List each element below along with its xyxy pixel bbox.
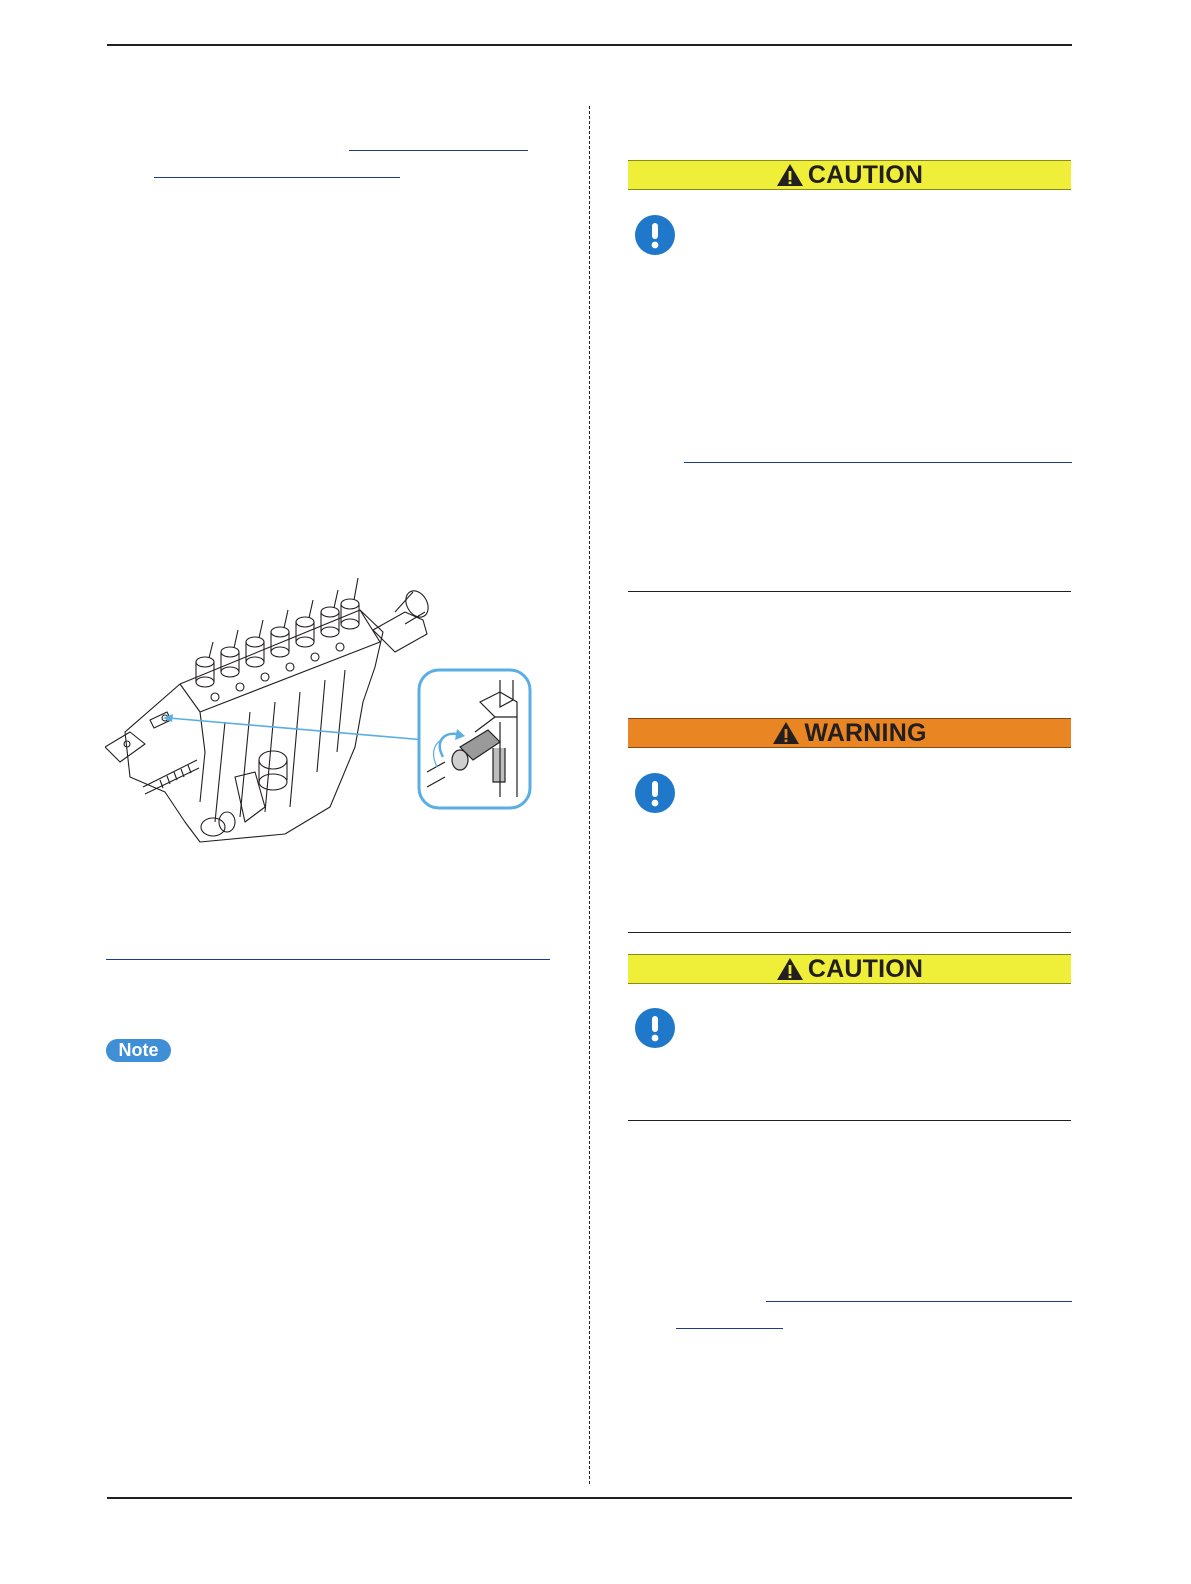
warning-triangle-icon — [772, 721, 800, 745]
caution-2-end-rule — [628, 1120, 1071, 1121]
caution-banner-1 — [628, 160, 1071, 190]
exclamation-circle-icon — [635, 215, 675, 255]
caution-label-1: CAUTION — [807, 160, 924, 189]
exclamation-circle-icon — [635, 1008, 675, 1048]
exclamation-circle-icon — [635, 773, 675, 813]
cross-reference-link-3a[interactable] — [766, 1301, 1072, 1302]
footer-rule — [107, 1497, 1072, 1499]
header-rule — [107, 44, 1072, 46]
warning-label: WARNING — [804, 718, 927, 747]
warning-end-rule — [628, 932, 1071, 933]
note-badge: Note — [106, 1039, 171, 1062]
warning-banner — [628, 718, 1071, 748]
warning-triangle-icon — [776, 957, 804, 981]
caution-1-end-rule — [628, 591, 1071, 592]
caution-banner-2 — [628, 954, 1071, 984]
cross-reference-link-2[interactable] — [684, 462, 1072, 463]
caution-label-2: CAUTION — [807, 954, 924, 983]
cross-reference-link-3b[interactable] — [676, 1328, 783, 1329]
left-section-rule — [106, 959, 550, 960]
cross-reference-link-1a[interactable] — [349, 150, 528, 151]
fuel-pump-figure — [105, 572, 537, 848]
column-divider — [589, 106, 590, 1484]
warning-triangle-icon — [776, 163, 804, 187]
cross-reference-link-1b[interactable] — [154, 177, 400, 178]
